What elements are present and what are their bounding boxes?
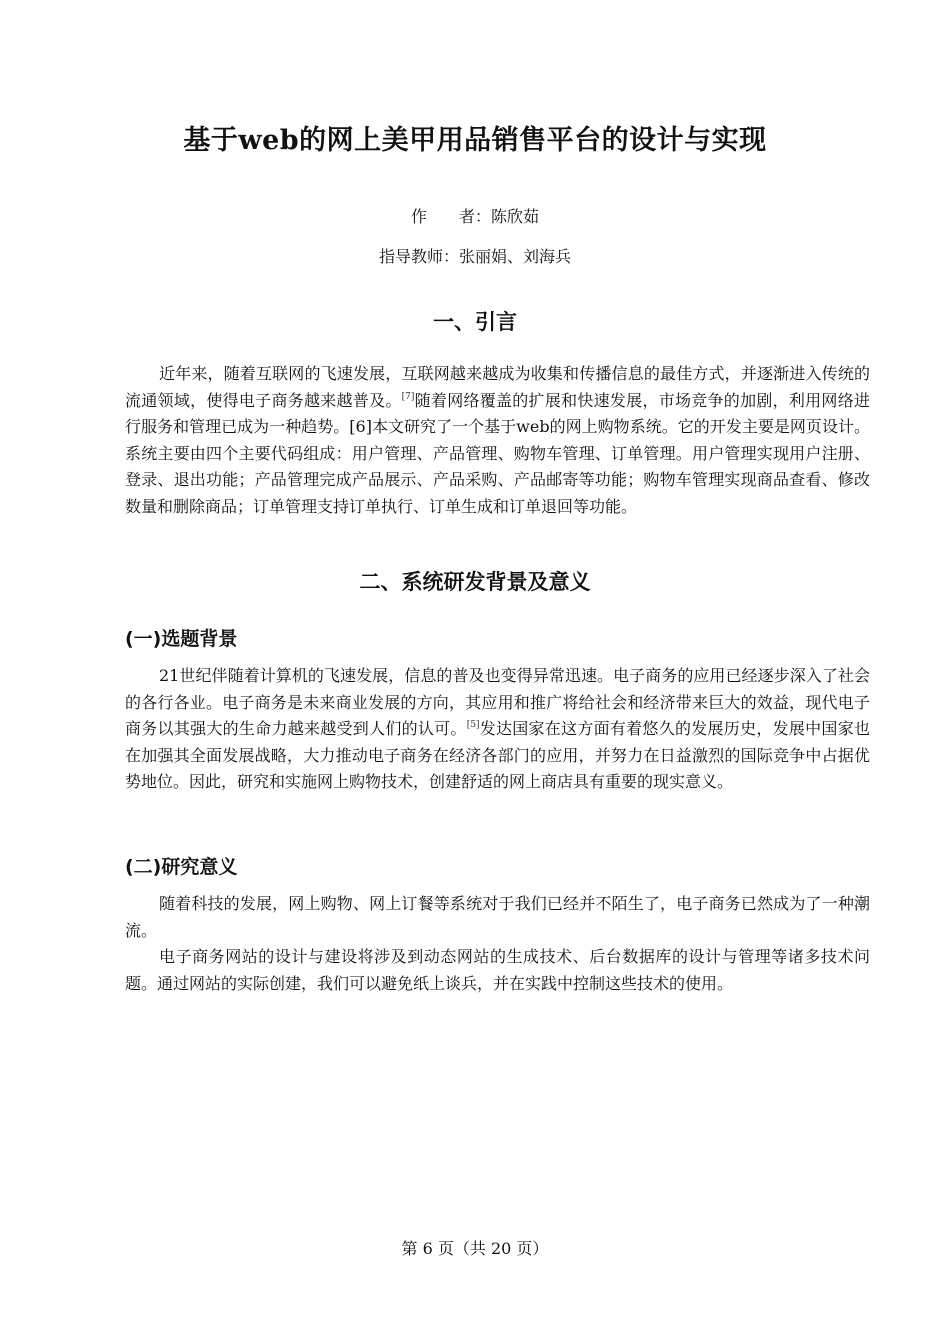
subsection-heading-topic-background: (一)选题背景 bbox=[125, 628, 238, 650]
section-heading-introduction: 一、引言 bbox=[433, 310, 517, 334]
paragraph-text bbox=[125, 663, 870, 796]
introduction-paragraph bbox=[125, 361, 870, 520]
citation-ref: [5] bbox=[466, 720, 480, 730]
paragraph-text: 随着科技的发展，网上购物、网上订餐等系统对于我们已经并不陌生了，电子商务已然成为了一种潮流。 bbox=[125, 894, 870, 940]
page-number-footer: 第 6 页（共 20 页） bbox=[401, 1239, 549, 1258]
research-significance-paragraphs bbox=[125, 891, 870, 997]
subsection-heading-research-significance: (二)研究意义 bbox=[125, 856, 238, 878]
paragraph-text-part: 近年来，随着互联网的飞速发展，互联网越来越成为收集和传播信息的最佳方式，并逐渐进入传统的流通领域，使得电子商务越来越普及。 bbox=[125, 364, 870, 410]
paragraph-text-part: 21世纪伴随着计算机的飞速发展，信息的普及也变得异常迅速。电子商务的应用已经逐步深入了社会的各行各业。电子商务是未来商业发展的方向，其应用和推广将给社会和经济带来巨大的效益，现代电子商务以其强大的生命力越来越受到人们的认可。 bbox=[125, 666, 870, 738]
advisor-line: 指导教师：张丽娟、刘海兵 bbox=[378, 247, 571, 266]
paragraph-text-part: 发达国家在这方面有着悠久的发展历史，发展中国家也在加强其全面发展战略，大力推动电子商务在经济各部门的应用，并努力在日益激烈的国际竞争中占据优势地位。因此，研究和实施网上购物技术，创建舒适的网上商店具有重要的现实意义。 bbox=[125, 719, 870, 791]
paper-title: 基于web的网上美甲用品销售平台的设计与实现 bbox=[183, 125, 767, 156]
paragraph-text-part: 随着网络覆盖的扩展和快速发展，市场竞争的加剧，利用网络进行服务和管理已成为一种趋势。[6]本文研究了一个基于web的网上购物系统。它的开发主要是网页设计。系统主要由四个主要代码组成：用户管理、产品管理、购物车管理、订单管理。用户管理实现用户注册、登录、退出功能；产品管理完成产品展示、产品采购、产品邮寄等功能；购物车管理实现商品查看、修改数量和删除商品；订单管理支持订单执行、订单生成和订单退回等功能。 bbox=[125, 390, 870, 516]
topic-background-paragraph bbox=[125, 663, 870, 796]
citation-ref: [7] bbox=[401, 391, 415, 402]
author-line: 作 者：陈欣茹 bbox=[410, 207, 539, 226]
section-heading-background: 二、系统研发背景及意义 bbox=[359, 570, 591, 594]
paragraph-text bbox=[125, 361, 870, 520]
paragraph-text: 电子商务网站的设计与建设将涉及到动态网站的生成技术、后台数据库的设计与管理等诸多技术问题。通过网站的实际创建，我们可以避免纸上谈兵，并在实践中控制这些技术的使用。 bbox=[125, 947, 870, 993]
